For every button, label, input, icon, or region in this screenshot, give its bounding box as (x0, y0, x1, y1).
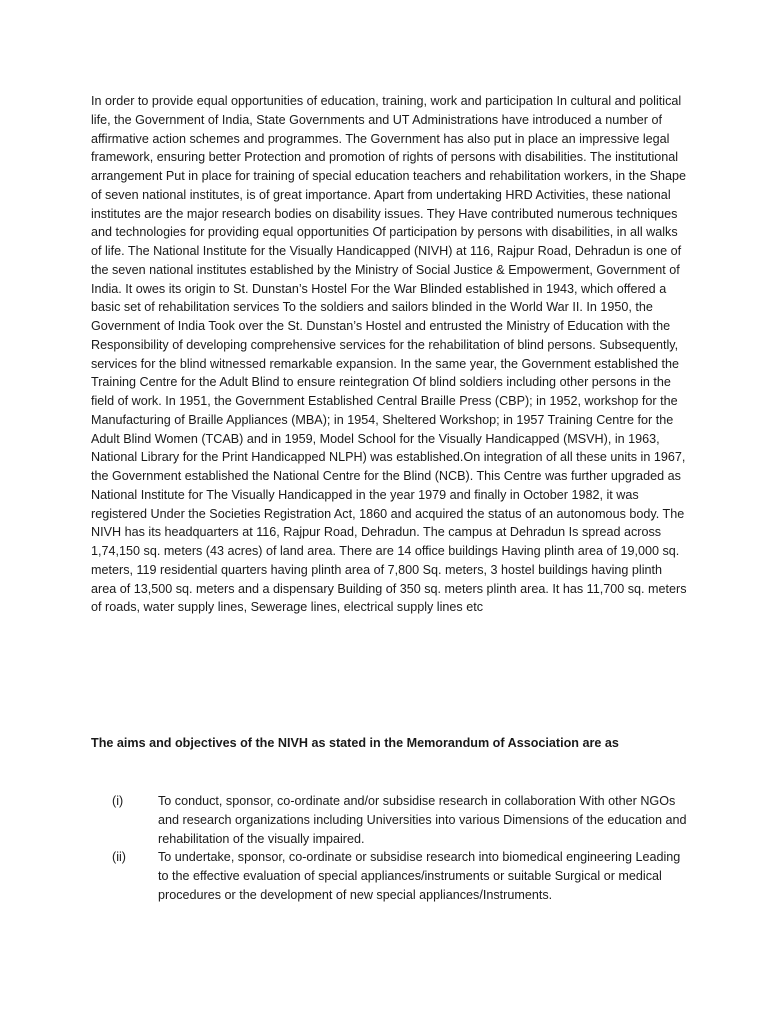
list-item-text: To undertake, sponsor, co-ordinate or subsidise research into biomedical engineering Leading to the effective evaluation of special appliances/instruments or suitable Surgical or medical procedures or the development of new special appliances/Instruments. (158, 850, 681, 902)
list-item-number: (i) (112, 794, 124, 808)
objectives-list (91, 792, 689, 905)
list-item (91, 792, 689, 848)
list-item-number: (ii) (112, 850, 126, 865)
list-item-text: To conduct, sponsor, co-ordinate and/or subsidise research in collaboration With other NGOs and research organizations including Universities into various Dimensions of the education and rehabilitation of the visually impaired. (158, 794, 687, 846)
objectives-heading: The aims and objectives of the NIVH as stated in the Memorandum of Association are as (91, 736, 619, 750)
intro-paragraph: In order to provide equal opportunities of education, training, work and participation In cultural and political life, the Government of India, State Governments and UT Administrations have introduced a number of affirmative action schemes and programmes. The Government has also put in place an impressive legal framework, ensuring better Protection and promotion of rights of persons with disabilities. The institutional arrangement Put in place for training of special education teachers and rehabilitation workers, in the Shape of seven national institutes, is of great importance. Apart from undertaking HRD Activities, these national institutes are the major research bodies on disability issues. They Have contributed numerous techniques and technologies for providing equal opportunities Of participation by persons with disabilities, in all walks of life. The National Institute for the Visually Handicapped (NIVH) at 116, Rajpur Road, Dehradun is one of the seven national institutes established by the Ministry of Social Justice & Empowerment, Government of India. It owes its origin to St. Dunstan’s Hostel For the War Blinded established in 1943, which offered a basic set of rehabilitation services To the soldiers and sailors blinded in the World War II. In 1950, the Government of India Took over the St. Dunstan’s Hostel and entrusted the Ministry of Education with the Responsibility of developing comprehensive services for the rehabilitation of blind persons. Subsequently, services for the blind witnessed remarkable expansion. In the same year, the Government established the Training Centre for the Adult Blind to ensure reintegration Of blind soldiers including other persons in the field of work. In 1951, the Government Established Central Braille Press (CBP); in 1952, workshop for the Manufacturing of Braille Appliances (MBA); in 1954, Sheltered Workshop; in 1957 Training Centre for the Adult Blind Women (TCAB) and in 1959, Model School for the Visually Handicapped (MSVH), in 1963, National Library for the Print Handicapped NLPH) was established.On integration of all these units in 1967, the Government established the National Centre for the Blind (NCB). This Centre was further upgraded as National Institute for The Visually Handicapped in the year 1979 and finally in October 1982, it was registered Under the Societies Registration Act, 1860 and acquired the status of an autonomous body. The NIVH has its headquarters at 116, Rajpur Road, Dehradun. The campus at Dehradun Is spread across 1,74,150 sq. meters (43 acres) of land area. There are 14 office buildings Having plinth area of 19,000 sq. meters, 119 residential quarters having plinth area of 7,800 Sq. meters, 3 hostel buildings having plinth area of 13,500 sq. meters and a dispensary Building of 350 sq. meters plinth area. It has 11,700 sq. meters of roads, water supply lines, Sewerage lines, electrical supply lines etc (91, 94, 687, 615)
list-item (91, 848, 689, 904)
